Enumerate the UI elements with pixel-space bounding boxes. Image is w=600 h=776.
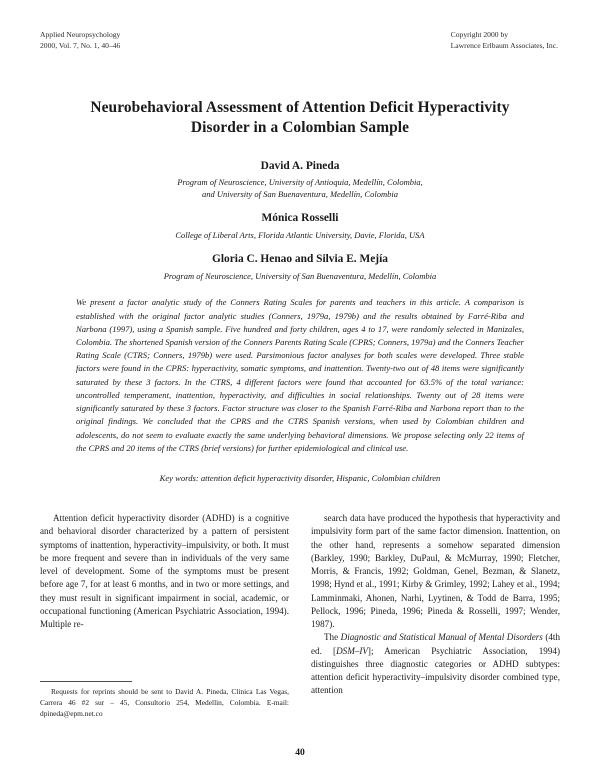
- author-affiliation: [40, 270, 560, 282]
- author-name: David A. Pineda: [260, 159, 340, 172]
- body-paragraph: Attention deficit hyperactivity disorder (ADHD) is a cognitive and behavioral disorder characterized by a pattern of persistent symptoms of inattention, hyperactivity–impulsivity, or both. It must be more frequent and severe than in individuals of the very same level of development. Some of the symptoms must be present before age 7, for at least 6 months, and in two or more settings, and they must result in significant impairment in social, academic, or occupational functioning (American Psychiatric Association, 1994). Multiple re-: [40, 512, 289, 630]
- author-block-1: [40, 159, 560, 201]
- page-number: 40: [295, 747, 305, 758]
- page-title: [58, 98, 542, 139]
- correspondence-footnote: Requests for reprints should be sent to David A. Pineda, Clinica Las Vegas, Carrera 46 #2 sur – 45, Consultorio 254, Medellin, Colombia. E-mail: dpineda@epm.net.co: [40, 687, 289, 718]
- affiliation-line: Program of Neuroscience, University of Antioquia, Medellín, Colombia,: [177, 177, 423, 188]
- affiliation-line: College of Liberal Arts, Florida Atlantic University, Davie, Florida, USA: [175, 230, 425, 241]
- left-column: [40, 512, 289, 720]
- dsm-text-part1: The: [324, 632, 341, 643]
- footnote-divider: [40, 681, 132, 682]
- author-affiliation: [40, 229, 560, 241]
- journal-name: Applied Neuropsychology: [40, 30, 121, 39]
- body-paragraph-dsm: [311, 631, 560, 697]
- dsm-text-part3: ]; American Psychiatric Association, 1994) distinguishes three diagnostic categories or ADHD subtypes: attention deficit hyperactivity–impulsivity disorder combined type, attention: [311, 645, 560, 696]
- footnote-block: [40, 681, 289, 719]
- author-block-3: [40, 252, 560, 282]
- journal-header: [40, 30, 560, 52]
- journal-volume-issue: 2000, Vol. 7, No. 1, 40–46: [40, 40, 121, 50]
- affiliation-line: Program of Neuroscience, University of San Buenaventura, Medellín, Colombia: [163, 271, 437, 282]
- publisher-line: Lawrence Erlbaum Associates, Inc.: [450, 40, 558, 50]
- right-column: [311, 512, 560, 720]
- copyright-line: Copyright 2000 by: [450, 30, 509, 39]
- dsm-text-part2: (4th ed. [: [311, 632, 560, 656]
- affiliation-line: and University of San Buenaventura, Medellín, Colombia: [202, 189, 398, 200]
- author-affiliation: [40, 176, 560, 200]
- dsm-abbreviation: DSM–IV: [336, 645, 368, 656]
- dsm-manual-title: Diagnostic and Statistical Manual of Mental Disorders: [340, 632, 543, 643]
- body-columns: [40, 512, 560, 720]
- keywords: Key words: attention deficit hyperactivity disorder, Hispanic, Colombian children: [159, 473, 441, 484]
- body-paragraph: search data have produced the hypothesis that hyperactivity and impulsivity form part of the same factor dimension. Inattention, on the other hand, represents a somehow separated dimension (Barkley, 1990; Barkley, DuPaul, & McMurray, 1990; Fletcher, Morris, & Francis, 1992; Goldman, Genel, Bezman, & Slanetz, 1998; Hynd et al., 1991; Kirby & Grimley, 1992; Lahey et al., 1994; Lamminmaki, Ahonen, Narhi, Lyytinen, & Todd de Barra, 1995; Pellock, 1996; Pineda, 1996; Pineda & Rosselli, 1997; Wender, 1987).: [311, 512, 560, 630]
- abstract: We present a factor analytic study of the Conners Rating Scales for parents and teachers in this article. A comparison is established with the original factor analytic studies (Conners, 1979a, 1979b) and the results obtained by Farré-Riba and Narbona (1997), using a Spanish sample. Five hundred and forty children, ages 4 to 17, were randomly selected in Manizales, Colombia. The shortened Spanish version of the Conners Parents Rating Scale (CPRS; Conners, 1979a) and the Conners Teacher Rating Scale (CTRS; Conners, 1979b) were used. Parsimonious factor analyses for both scales were developed. Three stable factors were found in the CPRS: hyperactivity, somatic symptoms, and inattention. Twenty-two out of 48 items were significantly saturated by these 3 factors. In the CTRS, 4 different factors were found that accounted for 63.5% of the total variance: uncontrolled temperament, inattention, hyperactivity, and difficulties in social relationships. Twenty out of 28 items were significantly saturated by these 3 factors. Factor structure was closer to the Spanish Farré-Riba and Narbona report than to the original findings. We concluded that the CPRS and the CTRS Spanish versions, when used by Colombian children and adolescents, do not seem to evaluate exactly the same underlying behavioral dimensions. We propose selecting only 22 items of the CPRS and 20 items of the CTRS (brief versions) for further epidemiological and clinical use.: [76, 297, 524, 453]
- author-block-2: [40, 211, 560, 241]
- author-name: Mónica Rosselli: [261, 212, 339, 225]
- copyright-notice: [451, 30, 560, 52]
- author-name: Gloria C. Henao and Silvia E. Mejía: [212, 253, 388, 266]
- title-line-2: Disorder in a Colombian Sample: [190, 119, 410, 137]
- journal-identity: [40, 30, 120, 52]
- title-line-1: Neurobehavioral Assessment of Attention Deficit Hyperactivity: [90, 98, 510, 116]
